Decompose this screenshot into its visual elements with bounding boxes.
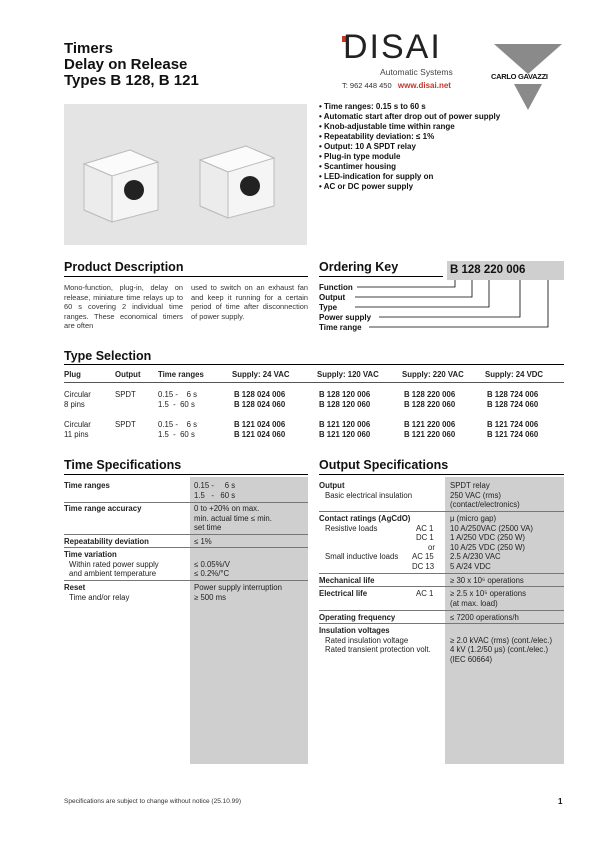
order-code: B 128 024 006 xyxy=(234,390,286,399)
code-cell xyxy=(234,420,285,440)
product-description-heading: Product Description xyxy=(64,260,184,274)
feature-item: • Knob-adjustable time within range xyxy=(319,122,500,132)
spec-value-line: ≥ 2.5 x 10⁵ operations xyxy=(450,589,526,598)
product-description-col1: Mono-function, plug-in, delay on release, miniature time relays up to 60 s covering 2 individual time ranges. These economical timers are often xyxy=(64,283,183,330)
time-range-cell xyxy=(158,420,197,440)
order-code: B 121 220 006 xyxy=(404,420,456,429)
plug-pins: 8 pins xyxy=(64,400,85,409)
order-code: B 128 220 006 xyxy=(404,390,456,399)
spec-label-group xyxy=(64,583,129,602)
feature-item: • Time ranges: 0.15 s to 60 s xyxy=(319,102,500,112)
spec-value-line: Power supply interruption xyxy=(194,583,282,592)
spec-category: AC 1 xyxy=(416,523,434,533)
code-cell xyxy=(234,390,285,410)
spec-value: 10 A/25 VDC (250 W) xyxy=(450,542,525,552)
col-header-time-ranges: Time ranges xyxy=(158,370,204,379)
spec-value: 10 A/250VAC (2500 VA) xyxy=(450,523,533,533)
row-divider xyxy=(319,586,564,587)
order-code: B 121 024 060 xyxy=(234,430,286,439)
spec-sublabel: Time and/or relay xyxy=(69,592,130,602)
spec-value: ≤ 1% xyxy=(194,537,212,546)
ordering-key-label: Output xyxy=(319,293,346,302)
section-divider xyxy=(64,276,308,277)
ordering-key-connector-lines xyxy=(355,279,560,331)
col-header-plug: Plug xyxy=(64,370,81,379)
spec-value xyxy=(450,481,520,510)
order-code: B 121 120 060 xyxy=(319,430,371,439)
output-cell: SPDT xyxy=(115,390,136,399)
spec-category: DC 1 xyxy=(416,533,434,542)
table-row xyxy=(64,420,564,442)
plug-pins: 11 pins xyxy=(64,430,89,439)
spec-sublabel: Small inductive loads xyxy=(325,552,399,561)
order-code: B 128 724 006 xyxy=(487,390,539,399)
spec-value: μ (micro gap) xyxy=(450,514,497,523)
disai-contact xyxy=(342,81,451,90)
row-divider xyxy=(64,580,308,581)
spec-value-line: SPDT relay xyxy=(450,481,490,490)
page-number: 1 xyxy=(558,797,563,806)
spec-label: Operating frequency xyxy=(319,613,396,622)
section-divider xyxy=(64,364,564,365)
spec-value xyxy=(194,504,272,533)
spec-value-line: 0.15 - 6 s xyxy=(194,481,236,490)
spec-value-line: ≥ 2.0 kVAC (rms) (cont./elec.) xyxy=(450,635,553,645)
order-code: B 121 724 060 xyxy=(487,430,539,439)
spec-label: Time range accuracy xyxy=(64,504,142,513)
spec-category: AC 15 xyxy=(412,552,434,561)
disai-phone: T: 962 448 450 xyxy=(342,81,392,90)
disai-logo: DISAI xyxy=(343,28,442,66)
section-divider xyxy=(319,276,443,277)
spec-label: Contact ratings (AgCdO) xyxy=(319,514,411,523)
title-line-1: Timers xyxy=(64,40,113,57)
page-title xyxy=(64,41,199,89)
col-header-24vac: Supply: 24 VAC xyxy=(232,370,290,379)
feature-list xyxy=(319,102,500,192)
spec-value-line: 1.5 - 60 s xyxy=(194,490,236,500)
spec-sublabel: Rated transient protection volt. xyxy=(325,645,431,654)
spec-value xyxy=(450,589,526,608)
spec-value: ≤ 7200 operations/h xyxy=(450,613,519,622)
spec-sublabel: Within rated power supply xyxy=(69,559,159,569)
feature-item: • Repeatability deviation: ≤ 1% xyxy=(319,132,500,142)
spec-value: 5 A/24 VDC xyxy=(450,561,491,571)
feature-item: • Output: 10 A SPDT relay xyxy=(319,142,500,152)
col-header-220vac: Supply: 220 VAC xyxy=(402,370,464,379)
feature-item: • Automatic start after drop out of power supply xyxy=(319,112,500,122)
row-divider xyxy=(319,623,564,624)
order-code: B 121 220 060 xyxy=(404,430,456,439)
spec-sublabel: Rated insulation voltage xyxy=(325,635,409,645)
code-cell xyxy=(487,420,538,440)
spec-label-group xyxy=(319,626,431,655)
spec-value-line: min. actual time ≤ min. xyxy=(194,513,272,523)
row-divider xyxy=(64,547,308,548)
feature-item: • LED-indication for supply on xyxy=(319,172,500,182)
spec-label: Reset xyxy=(64,583,86,592)
code-cell xyxy=(404,390,455,410)
feature-item: • AC or DC power supply xyxy=(319,182,500,192)
spec-value-line: 4 kV (1.2/50 μs) (cont./elec.) xyxy=(450,645,549,654)
order-code: B 128 120 060 xyxy=(319,400,371,409)
spec-value xyxy=(194,560,230,579)
ordering-key-label: Time range xyxy=(319,323,362,332)
ordering-key-heading: Ordering Key xyxy=(319,260,399,274)
disai-website-link[interactable]: www.disai.net xyxy=(397,81,451,90)
spec-label-group xyxy=(319,481,412,500)
row-divider xyxy=(319,573,564,574)
code-cell xyxy=(319,390,370,410)
spec-sublabel: Resistive loads xyxy=(325,523,378,533)
time-range-2: 1.5 - 60 s xyxy=(158,400,195,409)
disai-tagline: Automatic Systems xyxy=(380,67,453,77)
spec-label-group xyxy=(64,550,159,579)
type-selection-header-row xyxy=(64,370,564,382)
order-code: B 128 120 006 xyxy=(319,390,371,399)
spec-label: Time ranges xyxy=(64,481,110,490)
time-range-1: 0.15 - 6 s xyxy=(158,420,198,429)
title-line-2: Delay on Release xyxy=(64,56,188,73)
title-line-3: Types B 128, B 121 xyxy=(64,72,199,89)
col-header-output: Output xyxy=(115,370,141,379)
plug-cell xyxy=(64,420,91,440)
spec-label: Output xyxy=(319,481,345,490)
order-code: B 128 724 060 xyxy=(487,400,539,409)
order-code: B 128 220 060 xyxy=(404,400,456,409)
spec-value-line: set time xyxy=(194,523,222,532)
time-range-1: 0.15 - 6 s xyxy=(158,390,198,399)
col-header-24vdc: Supply: 24 VDC xyxy=(485,370,544,379)
row-divider xyxy=(319,511,564,512)
section-divider xyxy=(64,474,308,475)
spec-value: ≥ 30 x 10⁶ operations xyxy=(450,576,524,585)
plug-cell xyxy=(64,390,91,410)
spec-value xyxy=(194,481,235,500)
code-cell xyxy=(487,390,538,410)
spec-value-line: ≤ 0.05%/V xyxy=(194,559,230,569)
footer-note: Specifications are subject to change without notice (25.10.99) xyxy=(64,798,242,805)
time-range-cell xyxy=(158,390,197,410)
time-range-2: 1.5 - 60 s xyxy=(158,430,195,439)
spec-value xyxy=(194,583,282,602)
spec-value-line: (contact/electronics) xyxy=(450,500,520,509)
brand-name: CARLO GAVAZZI xyxy=(491,72,548,81)
output-specifications-heading: Output Specifications xyxy=(319,458,449,472)
order-code: B 121 724 006 xyxy=(487,420,539,429)
spec-value-line: ≤ 0.2%/°C xyxy=(194,569,230,578)
product-description-col2: used to switch on an exhaust fan and keep it running for a certain period of time after disconnection of power supply. xyxy=(191,283,308,321)
feature-item: • Plug-in type module xyxy=(319,152,500,162)
spec-value: 1 A/250 VDC (250 W) xyxy=(450,533,525,542)
spec-label: Time variation xyxy=(64,550,117,559)
order-code: B 128 024 060 xyxy=(234,400,286,409)
code-cell xyxy=(319,420,370,440)
spec-category: DC 13 xyxy=(412,561,435,571)
spec-label: Repeatability deviation xyxy=(64,537,149,546)
ordering-key-label: Type xyxy=(319,303,338,312)
row-divider xyxy=(64,502,308,503)
order-code: B 121 120 006 xyxy=(319,420,371,429)
spec-label: Electrical life xyxy=(319,589,368,598)
time-specifications-heading: Time Specifications xyxy=(64,458,182,472)
spec-sublabel: and ambient temperature xyxy=(69,569,157,578)
ordering-key-label: Power supply xyxy=(319,313,372,322)
row-divider xyxy=(319,610,564,611)
ordering-key-code: B 128 220 006 xyxy=(447,261,564,280)
spec-value-line: 0 to +20% on max. xyxy=(194,504,260,513)
spec-value-line: ≥ 500 ms xyxy=(194,592,227,602)
spec-value xyxy=(450,636,552,665)
ordering-key-label: Function xyxy=(319,283,353,292)
spec-label: Mechanical life xyxy=(319,576,375,585)
code-cell xyxy=(404,420,455,440)
section-divider xyxy=(319,474,564,475)
spec-value-line: (at max. load) xyxy=(450,598,498,608)
spec-value-line: (IEC 60664) xyxy=(450,654,493,664)
spec-value-line: 250 VAC (rms) xyxy=(450,490,501,500)
spec-category: or xyxy=(428,542,435,552)
row-divider xyxy=(64,534,308,535)
output-cell: SPDT xyxy=(115,420,136,429)
col-header-120vac: Supply: 120 VAC xyxy=(317,370,379,379)
spec-label: Insulation voltages xyxy=(319,626,390,635)
plug-type: Circular xyxy=(64,420,91,429)
type-selection-heading: Type Selection xyxy=(64,349,152,363)
timer-modules-image xyxy=(64,104,307,245)
table-header-divider xyxy=(64,382,564,383)
order-code: B 121 024 006 xyxy=(234,420,286,429)
product-photo xyxy=(64,104,307,245)
table-row xyxy=(64,390,564,412)
spec-value: 2.5 A/230 VAC xyxy=(450,552,501,561)
feature-item: • Scantimer housing xyxy=(319,162,500,172)
plug-type: Circular xyxy=(64,390,91,399)
spec-category: AC 1 xyxy=(416,589,434,598)
spec-sublabel: Basic electrical insulation xyxy=(325,490,413,500)
